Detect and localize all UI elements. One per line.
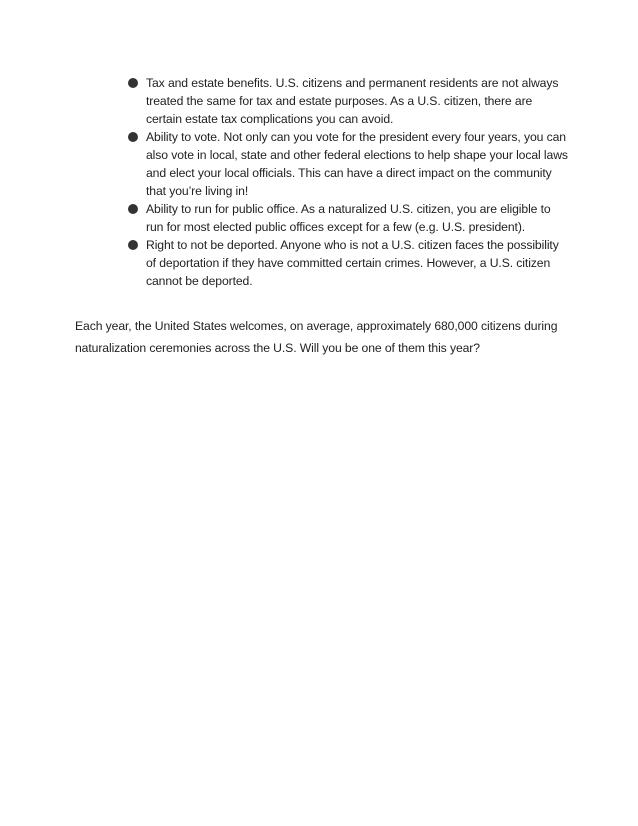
list-item-text: Tax and estate benefits. U.S. citizens and permanent residents are not always treated the same for tax and estate purposes. As a U.S. citizen, there are certain estate tax complications you can avoid. (146, 76, 559, 126)
bullet-icon (128, 240, 138, 250)
list-item (128, 128, 568, 200)
list-item (128, 236, 568, 290)
list-item-text: Ability to vote. Not only can you vote for the president every four years, you can also vote in local, state and other federal elections to help shape your local laws and elect your local officials. This can have a direct impact on the community that you’re living in! (146, 130, 568, 198)
benefits-list (128, 74, 568, 290)
list-item-text: Ability to run for public office. As a naturalized U.S. citizen, you are eligible to run for most elected public offices except for a few (e.g. U.S. president). (146, 202, 551, 234)
list-item (128, 200, 568, 236)
list-item (128, 74, 568, 128)
bullet-icon (128, 132, 138, 142)
closing-paragraph: Each year, the United States welcomes, on average, approximately 680,000 citizens during naturalization ceremonies across the U.S. Will you be one of them this year? (75, 319, 558, 355)
list-item-text: Right to not be deported. Anyone who is not a U.S. citizen faces the possibility of deportation if they have committed certain crimes. However, a U.S. citizen cannot be deported. (146, 238, 559, 288)
bullet-icon (128, 204, 138, 214)
bullet-icon (128, 78, 138, 88)
